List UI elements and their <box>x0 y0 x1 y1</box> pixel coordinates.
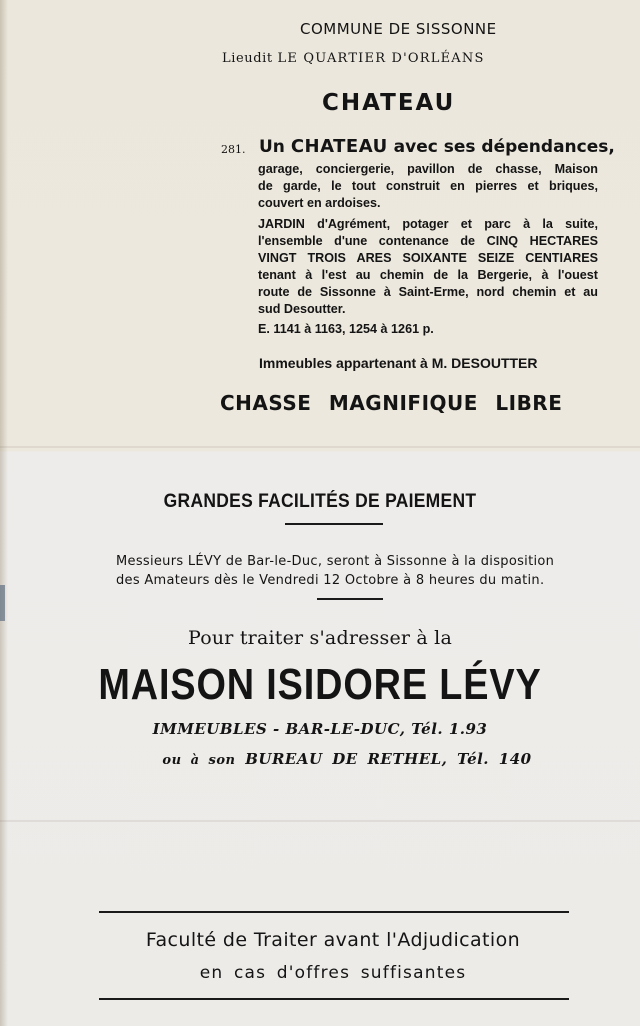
lieudit-line <box>222 51 602 66</box>
description-line: couvert en ardoises. <box>258 196 381 210</box>
lot-first-main: CHATEAU <box>290 136 388 157</box>
bureau-prefix: ou à son <box>162 753 236 768</box>
bureau-main: BUREAU DE RETHEL, Tél. 140 <box>245 750 532 768</box>
payment-notice-line: des Amateurs dès le Vendredi 12 Octobre à 8 heures du matin. <box>116 573 545 588</box>
commune-heading: COMMUNE DE SISSONNE <box>300 20 497 38</box>
garden-line: l'ensemble d'une contenance de CINQ HECTARES <box>258 234 598 248</box>
garden-description <box>258 216 598 318</box>
bureau-line <box>0 750 640 768</box>
garden-line: route de Sissonne à Saint-Erme, nord chemin et au <box>258 285 598 299</box>
description-line: de garde, le tout construit en pierres et briques, <box>258 179 598 193</box>
binding-clip <box>0 585 5 621</box>
payment-heading: GRANDES FACILITÉS DE PAIEMENT <box>163 491 477 512</box>
lieudit-label: Lieudit <box>222 51 273 66</box>
paper-edge-shadow <box>0 0 8 1026</box>
lot-number: 281. <box>221 143 246 156</box>
footer-rule-top <box>99 911 569 913</box>
footer-line: Faculté de Traiter avant l'Adjudication <box>145 929 521 951</box>
garden-line: JARDIN d'Agrément, potager et parc à la suite, <box>258 217 598 231</box>
lot-first-line <box>259 136 615 157</box>
divider <box>285 523 383 525</box>
fold-line <box>0 446 640 448</box>
divider <box>317 598 383 600</box>
garden-line: sud Desoutter. <box>258 302 346 316</box>
agency-name: MAISON ISIDORE LÉVY <box>98 660 542 709</box>
payment-notice-line: Messieurs LÉVY de Bar-le-Duc, seront à Sissonne à la disposition <box>116 554 555 569</box>
lot-first-suffix: avec ses dépendances, <box>393 137 615 157</box>
fold-line <box>0 820 640 822</box>
hunting-notice: CHASSE MAGNIFIQUE LIBRE <box>220 391 563 415</box>
lieudit-name: LE QUARTIER D'ORLÉANS <box>277 51 485 66</box>
footer-rule-bottom <box>99 998 569 1000</box>
garden-line: tenant à l'est au chemin de la Bergerie, à l'ouest <box>258 268 598 282</box>
agency-line: IMMEUBLES - BAR-LE-DUC, Tél. 1.93 <box>152 720 488 738</box>
owner-line: Immeubles appartenant à M. DESOUTTER <box>259 355 538 371</box>
lot-first-prefix: Un <box>259 137 285 157</box>
contact-intro: Pour traiter s'adresser à la <box>188 627 452 649</box>
cadastre-refs: E. 1141 à 1163, 1254 à 1261 p. <box>258 322 434 336</box>
property-description <box>258 161 598 212</box>
footer-line: en cas d'offres suffisantes <box>199 963 467 983</box>
garden-line: VINGT TROIS ARES SOIXANTE SEIZE CENTIARES <box>258 251 598 265</box>
description-line: garage, conciergerie, pavillon de chasse, Maison <box>258 162 598 176</box>
page-title: CHATEAU <box>322 90 456 116</box>
